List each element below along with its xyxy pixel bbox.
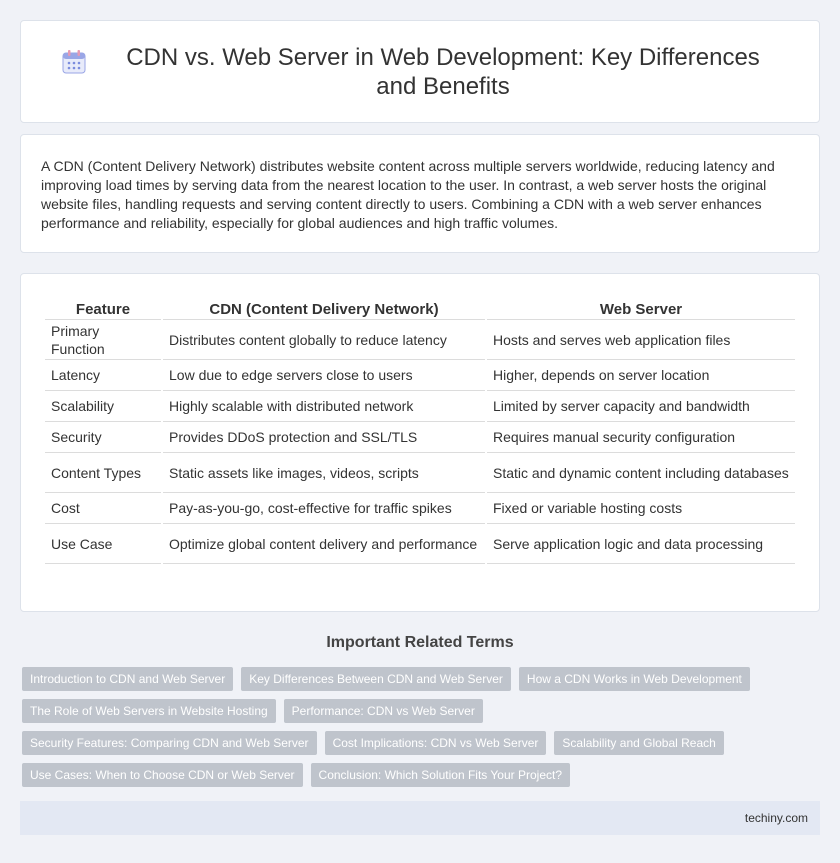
related-terms-title: Important Related Terms xyxy=(326,634,514,651)
web-server-cell: Higher, depends on server location xyxy=(487,360,795,391)
related-term-tag[interactable]: Scalability and Global Reach xyxy=(554,731,723,755)
related-term-tag[interactable]: Performance: CDN vs Web Server xyxy=(284,699,483,723)
related-term-tag[interactable]: How a CDN Works in Web Development xyxy=(519,667,750,691)
cdn-cell: Provides DDoS protection and SSL/TLS xyxy=(163,422,485,453)
footer-brand[interactable]: techiny.com xyxy=(744,811,808,825)
web-server-cell: Fixed or variable hosting costs xyxy=(487,493,795,524)
web-server-cell: Requires manual security configuration xyxy=(487,422,795,453)
table-row xyxy=(45,453,795,493)
feature-cell: Latency xyxy=(45,360,161,391)
table-row xyxy=(45,320,795,360)
related-term-tag[interactable]: Key Differences Between CDN and Web Server xyxy=(241,667,511,691)
header-web-server: Web Server xyxy=(487,296,795,320)
cdn-cell: Highly scalable with distributed network xyxy=(163,391,485,422)
header-cdn: CDN (Content Delivery Network) xyxy=(163,296,485,320)
related-term-tag[interactable]: Conclusion: Which Solution Fits Your Project? xyxy=(311,763,570,787)
table-row xyxy=(45,422,795,453)
title-wrap xyxy=(61,43,779,101)
cdn-cell: Distributes content globally to reduce latency xyxy=(163,320,485,360)
comparison-table xyxy=(43,296,797,564)
feature-cell: Security xyxy=(45,422,161,453)
cdn-cell: Pay-as-you-go, cost-effective for traffic spikes xyxy=(163,493,485,524)
cdn-cell: Low due to edge servers close to users xyxy=(163,360,485,391)
related-term-tag[interactable]: Use Cases: When to Choose CDN or Web Server xyxy=(22,763,303,787)
cdn-cell: Static assets like images, videos, scripts xyxy=(163,453,485,493)
related-term-tag[interactable]: Introduction to CDN and Web Server xyxy=(22,667,233,691)
intro-paragraph: A CDN (Content Delivery Network) distributes website content across multiple servers worldwide, reducing latency and improving load times by serving data from the nearest location to the user. In contrast, a web server hosts the original website files, handling requests and serving content directly to users. Combining a CDN with a web server enhances performance and reliability, especially for global audiences and high traffic volumes. xyxy=(41,158,775,231)
related-term-tag[interactable]: Cost Implications: CDN vs Web Server xyxy=(325,731,547,755)
web-server-cell: Limited by server capacity and bandwidth xyxy=(487,391,795,422)
related-terms-list xyxy=(22,667,782,787)
feature-cell: Content Types xyxy=(45,453,161,493)
feature-cell: Cost xyxy=(45,493,161,524)
cdn-cell: Optimize global content delivery and performance xyxy=(163,524,485,564)
web-server-cell: Serve application logic and data processing xyxy=(487,524,795,564)
page-title: CDN vs. Web Server in Web Development: Key Differences and Benefits xyxy=(126,43,760,100)
table-row xyxy=(45,524,795,564)
header-feature: Feature xyxy=(45,296,161,320)
title-card xyxy=(20,20,820,123)
feature-cell: Use Case xyxy=(45,524,161,564)
table-row xyxy=(45,391,795,422)
table-row xyxy=(45,493,795,524)
comparison-table-card xyxy=(20,273,820,612)
feature-cell: Scalability xyxy=(45,391,161,422)
feature-cell: Primary Function xyxy=(45,320,161,360)
web-server-cell: Static and dynamic content including databases xyxy=(487,453,795,493)
table-row xyxy=(45,360,795,391)
intro-card xyxy=(20,134,820,253)
related-term-tag[interactable]: The Role of Web Servers in Website Hosting xyxy=(22,699,276,723)
footer xyxy=(20,801,820,835)
related-term-tag[interactable]: Security Features: Comparing CDN and Web Server xyxy=(22,731,317,755)
web-server-cell: Hosts and serves web application files xyxy=(487,320,795,360)
calendar-icon xyxy=(61,49,87,75)
table-header-row xyxy=(45,296,795,320)
